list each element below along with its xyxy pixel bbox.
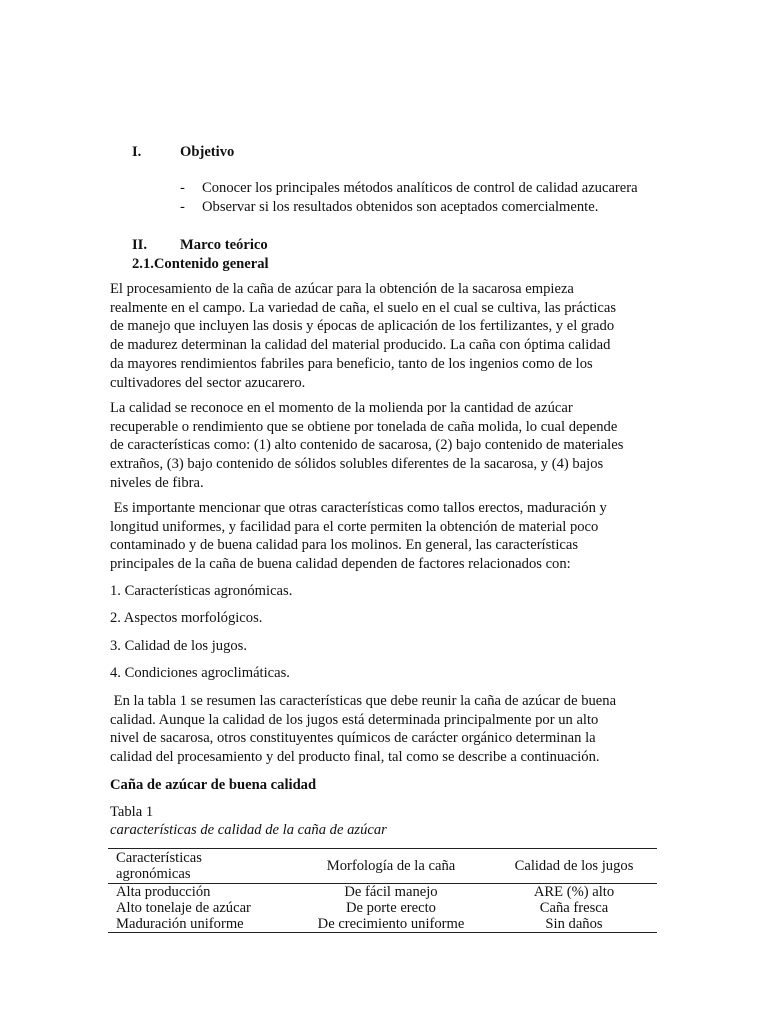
paragraph <box>110 692 658 767</box>
table-header-row <box>108 849 657 884</box>
column-header: Calidad de los jugos <box>514 858 634 874</box>
paragraph-line: realmente en el campo. La variedad de caña, el suelo en el cual se cultiva, las prácticas <box>110 299 617 316</box>
list-item: 1. Características agronómicas. <box>110 583 293 599</box>
paragraph-line: La calidad se reconoce en el momento de la molienda por la cantidad de azúcar <box>110 400 573 416</box>
paragraph-line: En la tabla 1 se resumen las características que debe reunir la caña de azúcar de buena <box>110 693 617 709</box>
paragraph-line: principales de la caña de buena calidad dependen de factores relacionados con: <box>110 556 571 573</box>
paragraph-line: de manejo que incluyen las dosis y épocas de aplicación de los fertilizantes, y el grado <box>110 318 615 335</box>
paragraph-line: contaminado y de buena calidad para los molinos. En general, las características <box>110 537 579 554</box>
paragraph-line: calidad del procesamiento y del producto final, tal como se describe a continuación. <box>110 749 600 766</box>
paragraph <box>110 399 658 493</box>
bullet-marker: - <box>180 199 185 215</box>
column-header: Características agronómicas <box>116 850 202 882</box>
bullet-marker: - <box>180 180 185 196</box>
paragraph-line: Es importante mencionar que otras características como tallos erectos, maduración y <box>110 500 607 516</box>
paragraph <box>110 280 658 392</box>
table-row <box>108 900 657 916</box>
table-cell: De porte erecto <box>346 900 436 916</box>
table-cell: Alta producción <box>116 884 211 900</box>
paragraph-line: nivel de sacarosa, otros constituyentes químicos de carácter orgánico determinan la <box>110 730 596 747</box>
table-row <box>108 884 657 901</box>
section-heading: Caña de azúcar de buena calidad <box>110 777 317 793</box>
table-cell: Alto tonelaje de azúcar <box>116 900 251 916</box>
section-2-title: Marco teórico <box>180 237 268 253</box>
paragraph-line: niveles de fibra. <box>110 474 204 491</box>
paragraph-line: de características como: (1) alto contenido de sacarosa, (2) bajo contenido de materiales <box>110 437 624 454</box>
table-caption: características de calidad de la caña de azúcar <box>110 822 387 838</box>
paragraph-line: extraños, (3) bajo contenido de sólidos solubles diferentes de la sacarosa, y (4) bajos <box>110 456 604 473</box>
quality-table <box>108 848 657 933</box>
section-2-number: II. <box>132 237 148 253</box>
subsection-title: 2.1.Contenido general <box>132 256 269 272</box>
list-item: 4. Condiciones agroclimáticas. <box>110 665 290 681</box>
table-cell: De crecimiento uniforme <box>317 916 465 932</box>
objective-bullet: Conocer los principales métodos analíticos de control de calidad azucarera <box>202 180 638 196</box>
table-row <box>108 916 657 933</box>
paragraph-line: da mayores rendimientos fabriles para beneficio, tanto de los ingenios como de los <box>110 355 593 372</box>
paragraph-line: El procesamiento de la caña de azúcar para la obtención de la sacarosa empieza <box>110 281 574 297</box>
list-item: 2. Aspectos morfológicos. <box>110 610 263 626</box>
column-header: Morfología de la caña <box>326 858 456 874</box>
paragraph-line: longitud uniformes, y facilidad para el corte permiten la obtención de material poco <box>110 518 599 535</box>
paragraph-line: recuperable o rendimiento que se obtiene por tonelada de caña molida, lo cual depende <box>110 418 618 435</box>
objective-bullet: Observar si los resultados obtenidos son aceptados comercialmente. <box>202 199 599 215</box>
table-cell: De fácil manejo <box>344 884 438 900</box>
list-item: 3. Calidad de los jugos. <box>110 638 248 654</box>
table-label: Tabla 1 <box>110 804 154 820</box>
paragraph-line: cultivadores del sector azucarero. <box>110 374 306 391</box>
table-cell: ARE (%) alto <box>533 884 615 900</box>
table-cell: Maduración uniforme <box>116 916 244 932</box>
section-1-title: Objetivo <box>180 144 235 160</box>
paragraph-line: calidad. Aunque la calidad de los jugos está determinada principalmente por un alto <box>110 711 599 728</box>
table-cell: Caña fresca <box>539 900 609 916</box>
table-cell: Sin daños <box>545 916 603 932</box>
paragraph <box>110 499 658 574</box>
section-1-number: I. <box>132 144 142 160</box>
paragraph-line: de madurez determinan la calidad del material producido. La caña con óptima calidad <box>110 337 611 354</box>
